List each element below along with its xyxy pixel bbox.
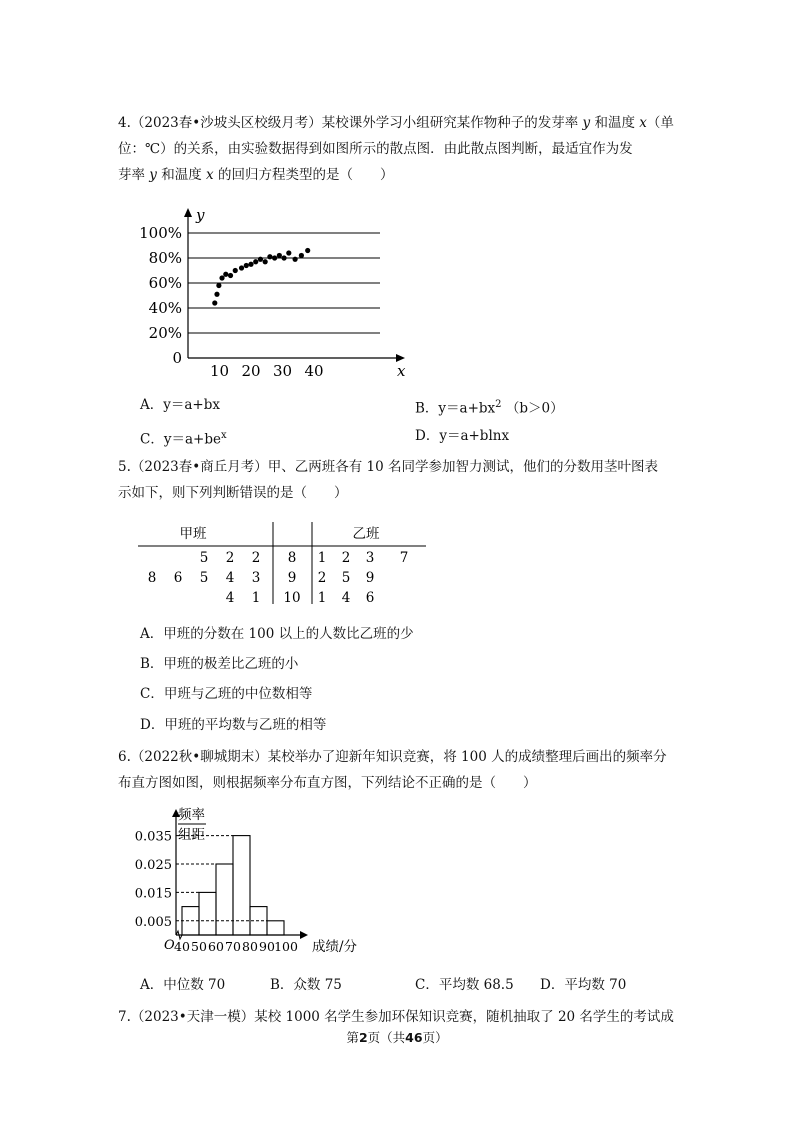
right-leaf: 4 [341, 590, 351, 606]
scatter-point [286, 250, 291, 255]
question-4 [118, 110, 678, 188]
x-axis-arrow [396, 354, 405, 362]
stem: 9 [287, 570, 297, 586]
left-leaf: 6 [173, 570, 183, 586]
question-number: 6. [118, 749, 131, 765]
option-b-text: B．甲班的极差比乙班的小 [140, 656, 299, 672]
option-c[interactable] [415, 975, 514, 995]
x-tick-label: 30 [272, 362, 293, 380]
scatter-point [293, 257, 298, 262]
histogram-bar [233, 836, 250, 935]
right-leaf: 2 [317, 570, 327, 586]
option-c[interactable] [140, 684, 312, 704]
scatter-point [248, 262, 253, 267]
scatter-point [228, 273, 233, 278]
left-leaf: 5 [199, 570, 209, 586]
var-x: x [639, 115, 647, 131]
option-c-text: C．甲班与乙班的中位数相等 [140, 686, 313, 702]
question-7 [118, 1004, 678, 1030]
x-tick-label: 50 [191, 939, 207, 954]
page-footer [0, 1028, 794, 1046]
option-b-condition: （b＞0） [505, 400, 564, 417]
x-tick-label: 40 [304, 362, 324, 380]
question-5-line2: 示如下，则下列判断错误的是（ ） [118, 485, 348, 501]
option-b-text: B．众数 75 [270, 977, 342, 993]
x-tick-label: 60 [208, 939, 224, 954]
scatter-chart [130, 200, 420, 385]
question-4-line3: 芽率 y 和温度 x 的回归方程类型的是（ ） [118, 167, 394, 183]
option-c-superscript: x [220, 430, 227, 441]
right-leaf: 6 [365, 590, 375, 606]
histogram-bar [199, 892, 216, 935]
option-a[interactable] [140, 624, 414, 644]
option-d-text: D．甲班的平均数与乙班的相等 [140, 717, 327, 733]
scatter-point [299, 253, 304, 258]
scatter-point [239, 265, 244, 270]
y-tick-label: 100% [139, 224, 182, 242]
x-tick-label: 40 [174, 939, 190, 954]
option-d[interactable] [540, 975, 626, 995]
y-axis-arrow [184, 208, 192, 217]
scatter-point [216, 283, 221, 288]
question-6-line2: 布直方图如图，则根据频率分布直方图，下列结论不正确的是（ ） [118, 775, 537, 791]
question-text: 某校举办了迎新年知识竞赛，将 100 人的成绩整理后画出的频率分 [267, 749, 667, 765]
right-leaf: 1 [317, 590, 327, 606]
left-leaf: 4 [225, 570, 235, 586]
x-axis-label: 成绩/分 [312, 939, 358, 955]
y-tick-label: 20% [148, 324, 182, 342]
option-b[interactable] [140, 654, 298, 674]
left-leaf: 2 [251, 550, 261, 566]
option-d[interactable] [140, 715, 326, 735]
scatter-point [272, 255, 277, 260]
question-5-line1 [118, 454, 678, 480]
left-leaf: 4 [225, 590, 235, 606]
question-source: （2022秋•聊城期末） [130, 749, 268, 765]
footer-total-pages: 46 [405, 1030, 423, 1045]
x-tick-label: 10 [209, 362, 230, 380]
question-source: （2023春•商丘月考） [130, 459, 268, 475]
y-tick-label: 40% [148, 299, 182, 317]
scatter-point [219, 275, 224, 280]
question-text: 某校 1000 名学生参加环保知识竞赛，随机抽取了 20 名学生的考试成 [254, 1009, 674, 1025]
scatter-point [258, 257, 263, 262]
left-leaf: 5 [199, 550, 209, 566]
stem: 8 [287, 550, 297, 566]
y-tick-label: 0.025 [134, 858, 172, 873]
option-a[interactable] [140, 975, 225, 995]
right-leaf: 1 [317, 550, 327, 566]
right-header: 乙班 [352, 526, 380, 542]
footer-suffix: 页） [422, 1030, 448, 1045]
y-tick-label: 0 [172, 349, 182, 367]
x-tick-label: 70 [225, 939, 241, 954]
question-number: 5. [118, 459, 131, 475]
scatter-point [253, 259, 258, 264]
scatter-point [277, 253, 282, 258]
left-leaf: 3 [251, 570, 261, 586]
option-b-superscript: 2 [495, 399, 502, 410]
scatter-point [305, 248, 310, 253]
option-c-text: C．平均数 68.5 [415, 977, 514, 993]
option-a-text: A．中位数 70 [140, 977, 226, 993]
x-tick-label: 20 [241, 362, 261, 380]
question-source: （2023•天津一模） [130, 1009, 255, 1025]
footer-prefix: 第 [346, 1030, 359, 1045]
scatter-point [233, 268, 238, 273]
stem-leaf-table [138, 520, 438, 614]
option-d-text: D．y＝a+blnx [415, 428, 510, 444]
question-text-end: 的回归方程类型的是（ ） [217, 167, 394, 183]
scatter-point [263, 259, 268, 264]
option-c[interactable] [140, 426, 227, 450]
option-b[interactable] [415, 395, 564, 419]
y-tick-label: 0.015 [134, 886, 172, 902]
option-a-text: A．y＝a+bx [140, 397, 220, 413]
y-axis-label-top: 频率 [178, 807, 205, 823]
question-number: 7. [118, 1009, 131, 1025]
y-tick-label: 0.035 [134, 829, 172, 845]
option-a-text: A．甲班的分数在 100 以上的人数比乙班的少 [140, 626, 414, 642]
origin-label: O [164, 938, 175, 953]
footer-middle: 页（共 [367, 1030, 406, 1045]
left-leaf: 8 [147, 570, 157, 586]
stem: 10 [283, 590, 301, 606]
x-axis-label: x [397, 362, 406, 380]
x-axis-arrow [300, 931, 308, 939]
footer-page-number: 2 [358, 1030, 368, 1045]
option-a[interactable] [140, 395, 220, 415]
scatter-point [267, 254, 272, 259]
x-tick-label: 100 [274, 939, 298, 954]
left-leaf: 1 [251, 590, 261, 606]
question-5 [118, 454, 678, 506]
left-header: 甲班 [179, 526, 207, 542]
option-b-text: B．y＝a+bx [415, 400, 496, 417]
left-leaf: 2 [225, 550, 235, 566]
y-tick-label: 80% [148, 249, 182, 267]
y-axis-label-bottom: 组距 [178, 827, 205, 843]
question-text: 甲、乙两班各有 10 名同学参加智力测试，他们的分数用茎叶图表 [267, 459, 658, 475]
question-source: （2023春•沙坡头区校级月考） [130, 115, 322, 131]
scatter-point [223, 272, 228, 277]
right-leaf: 7 [399, 550, 409, 566]
histogram-bar [216, 864, 233, 935]
right-leaf: 3 [365, 550, 375, 566]
scatter-point [214, 292, 219, 297]
right-leaf: 2 [341, 550, 351, 566]
stem-leaf-svg [138, 520, 438, 610]
option-d[interactable] [415, 426, 509, 446]
question-6 [118, 744, 678, 796]
histogram-chart [130, 805, 390, 970]
scatter-point [244, 263, 249, 268]
y-axis-label: y [196, 206, 205, 224]
var-y: y [582, 115, 591, 131]
option-b[interactable] [270, 975, 342, 995]
x-tick-label: 90 [259, 939, 275, 954]
x-tick-label: 80 [242, 939, 258, 954]
question-text: 某校课外学习小组研究某作物种子的发芽率 [321, 115, 579, 131]
question-4-line2: 位：℃）的关系，由实验数据得到如图所示的散点图．由此散点图判断，最适宜作为发 [118, 141, 633, 157]
y-tick-label: 60% [148, 274, 182, 292]
question-number: 4. [118, 115, 131, 131]
option-d-text: D．平均数 70 [540, 977, 627, 993]
y-tick-label: 0.005 [134, 914, 172, 930]
right-leaf: 9 [365, 570, 375, 586]
question-4-line1: 4.（2023春•沙坡头区校级月考）某校课外学习小组研究某作物种子的发芽率 y 和温度 x（单 [118, 115, 674, 131]
option-c-text: C．y＝a+be [140, 431, 221, 448]
histogram-bar [267, 921, 284, 935]
scatter-point [281, 255, 286, 260]
right-leaf: 5 [341, 570, 351, 586]
question-6-line1 [118, 744, 678, 770]
scatter-point [212, 300, 217, 305]
question-7-line1 [118, 1004, 678, 1030]
